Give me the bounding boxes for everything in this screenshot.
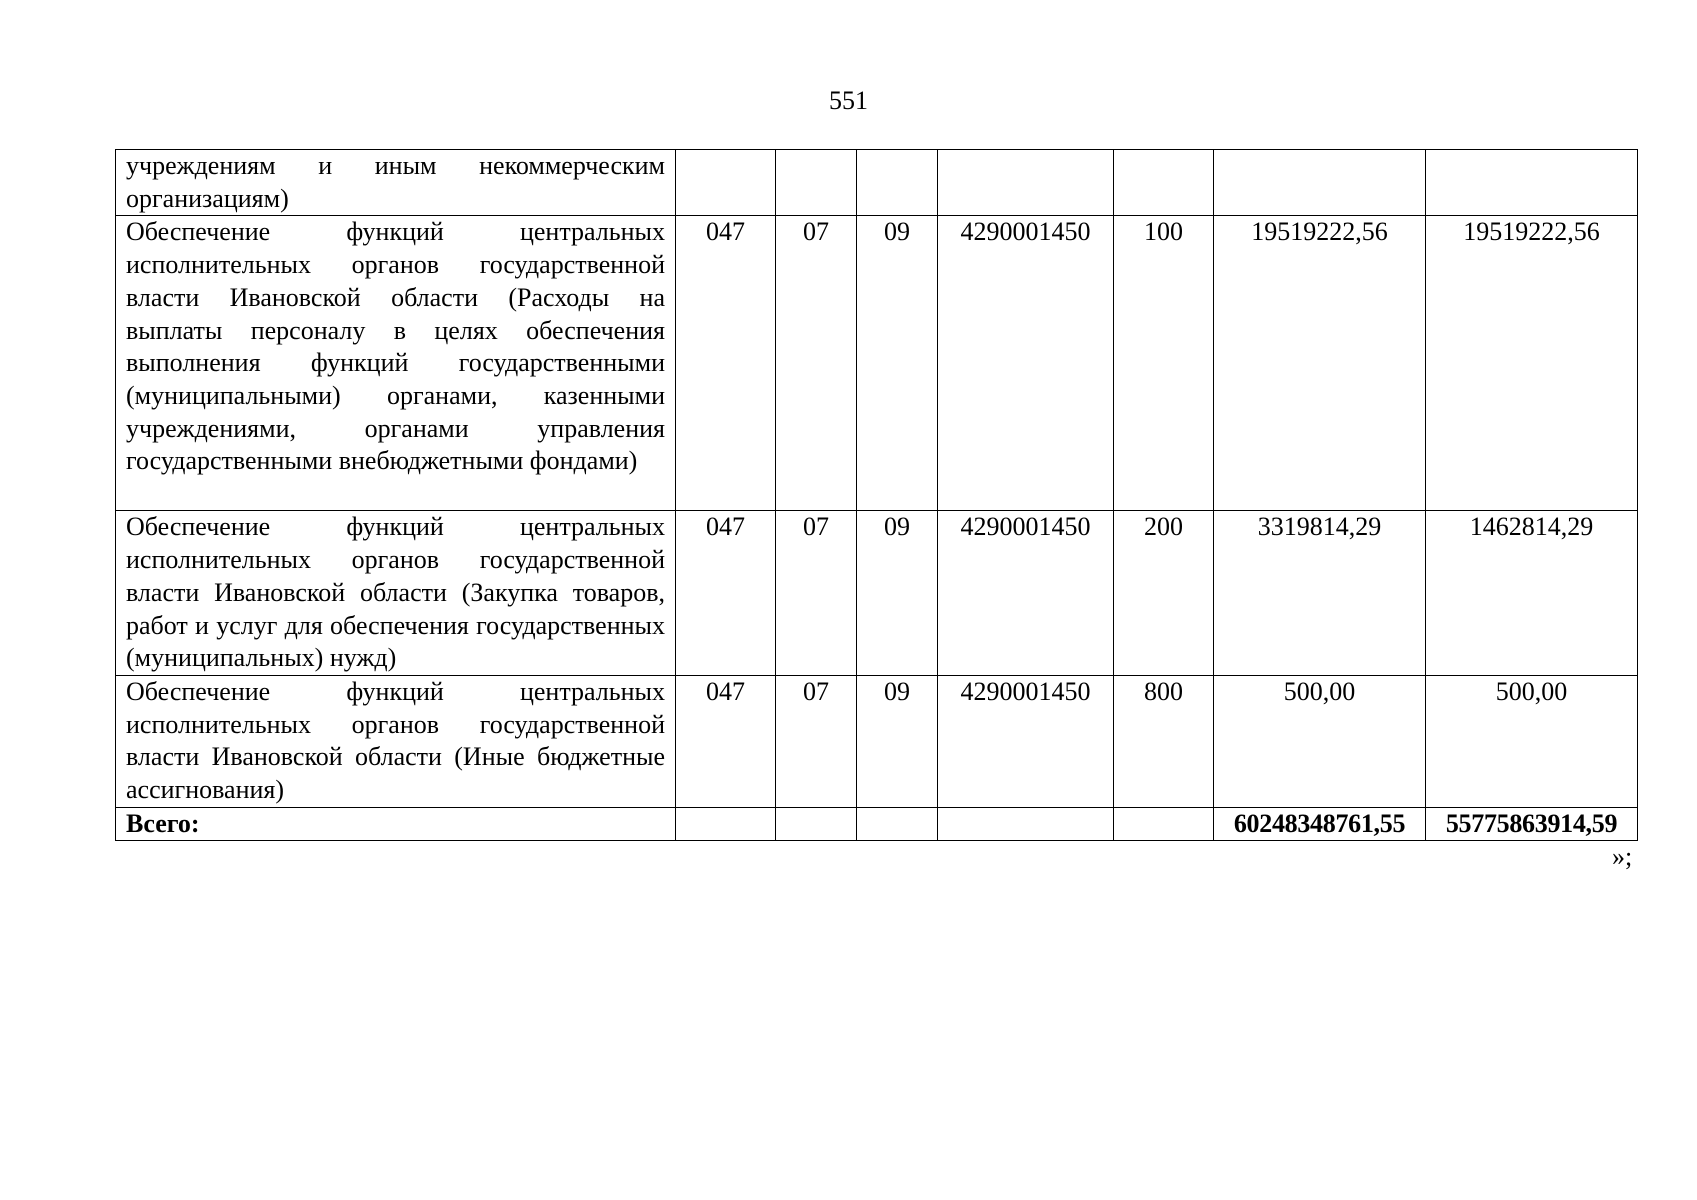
subsection-code-cell: 09 xyxy=(857,216,938,511)
table-row xyxy=(116,511,1638,676)
subsection-code-cell xyxy=(857,150,938,216)
target-code-cell: 4290001450 xyxy=(938,511,1114,676)
ministry-code-cell: 047 xyxy=(676,675,776,807)
closing-quote-mark: »; xyxy=(1612,842,1633,871)
expense-type-cell: 800 xyxy=(1114,675,1214,807)
empty-cell xyxy=(776,807,857,841)
row-description: Обеспечение функций центральных исполнительных органов государственной власти Ивановской области (Расходы на выплаты персоналу в целях обеспечения выполнения функций государственными (муниципальными) органами, казенными учреждениями, органами управления государственными внебюджетными фондами) xyxy=(116,216,676,511)
subsection-code-cell: 09 xyxy=(857,511,938,676)
empty-cell xyxy=(857,807,938,841)
amount-2-cell xyxy=(1426,150,1638,216)
total-row xyxy=(116,807,1638,841)
amount-2-cell: 1462814,29 xyxy=(1426,511,1638,676)
amount-2-cell: 500,00 xyxy=(1426,675,1638,807)
subsection-code-cell: 09 xyxy=(857,675,938,807)
table-row xyxy=(116,216,1638,511)
target-code-cell xyxy=(938,150,1114,216)
expense-type-cell xyxy=(1114,150,1214,216)
ministry-code-cell xyxy=(676,150,776,216)
amount-1-cell: 500,00 xyxy=(1214,675,1426,807)
budget-table xyxy=(115,149,1638,841)
ministry-code-cell: 047 xyxy=(676,216,776,511)
total-amount-2: 55775863914,59 xyxy=(1426,807,1638,841)
amount-1-cell xyxy=(1214,150,1426,216)
row-description: учреждениям и иным некоммерческим организациям) xyxy=(116,150,676,216)
table-row xyxy=(116,675,1638,807)
empty-cell xyxy=(938,807,1114,841)
amount-2-cell: 19519222,56 xyxy=(1426,216,1638,511)
row-description: Обеспечение функций центральных исполнительных органов государственной власти Ивановской области (Иные бюджетные ассигнования) xyxy=(116,675,676,807)
row-description: Обеспечение функций центральных исполнительных органов государственной власти Ивановской области (Закупка товаров, работ и услуг для обеспечения государственных (муниципальных) нужд) xyxy=(116,511,676,676)
empty-cell xyxy=(1114,807,1214,841)
empty-cell xyxy=(676,807,776,841)
section-code-cell: 07 xyxy=(776,511,857,676)
expense-type-cell: 100 xyxy=(1114,216,1214,511)
target-code-cell: 4290001450 xyxy=(938,675,1114,807)
section-code-cell xyxy=(776,150,857,216)
table-row xyxy=(116,150,1638,216)
amount-1-cell: 3319814,29 xyxy=(1214,511,1426,676)
page-number: 551 xyxy=(829,86,868,115)
target-code-cell: 4290001450 xyxy=(938,216,1114,511)
total-label: Всего: xyxy=(116,807,676,841)
amount-1-cell: 19519222,56 xyxy=(1214,216,1426,511)
total-amount-1: 60248348761,55 xyxy=(1214,807,1426,841)
ministry-code-cell: 047 xyxy=(676,511,776,676)
section-code-cell: 07 xyxy=(776,216,857,511)
section-code-cell: 07 xyxy=(776,675,857,807)
expense-type-cell: 200 xyxy=(1114,511,1214,676)
